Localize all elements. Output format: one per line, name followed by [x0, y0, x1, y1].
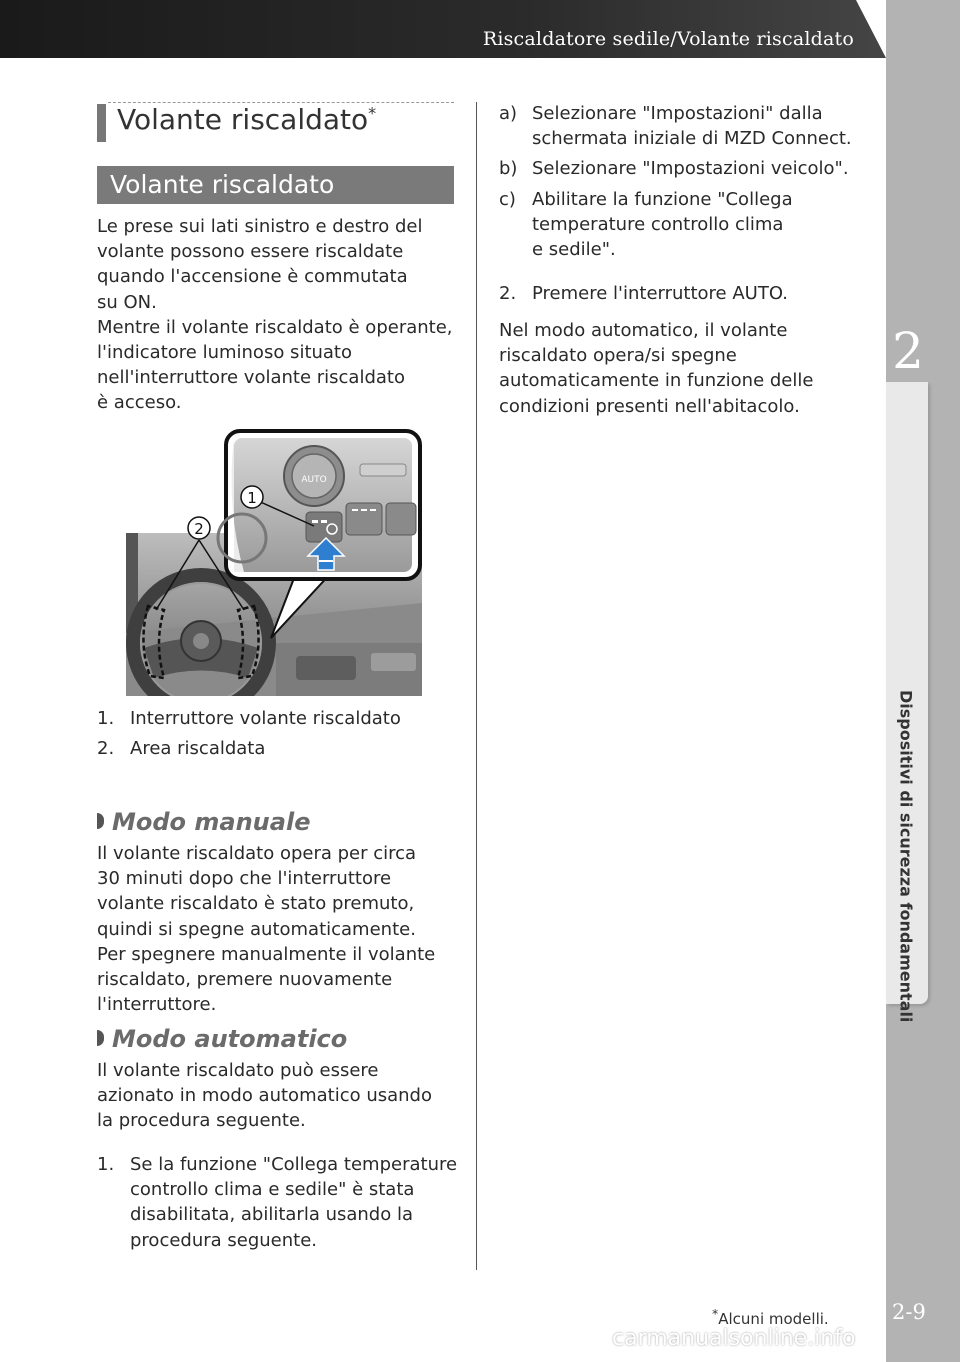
footnote: *Alcuni modelli. — [712, 1306, 829, 1328]
section-heading-band — [97, 166, 454, 204]
column-divider — [476, 102, 477, 1270]
substeps-list — [499, 101, 879, 267]
chapter-number: 2 — [892, 322, 924, 380]
seat-heater-switch — [346, 503, 382, 535]
callout-2-label: 2 — [194, 520, 204, 538]
substep-item: c) Abilitare la funzione "Collega temperature controllo clima e sedile". — [499, 188, 793, 261]
header-title: Riscaldatore sedile/Volante riscaldato — [482, 28, 854, 50]
title-asterisk: * — [368, 103, 377, 123]
auto-mode-heading: Modo automatico — [97, 1025, 347, 1053]
header-notch — [856, 0, 886, 58]
legend-item: 2. Area riscaldata — [97, 738, 266, 760]
title-marker — [97, 104, 106, 142]
auto-mode-steps — [97, 1152, 467, 1258]
watermark: carmanualsonline.info — [612, 1326, 856, 1351]
substep-item: b) Selezionare "Impostazioni veicolo". — [499, 158, 849, 180]
manual-mode-paragraph: Il volante riscaldato opera per circa 30 minuti dopo che l'interruttore volante riscaldato è stato premuto, quindi si spegne automaticamente. Per spegnere manualmente il volante riscaldato, premere nuovamente l'interruttore. — [97, 843, 436, 1016]
section-heading: Volante riscaldato — [110, 170, 335, 199]
manual-mode-heading: Modo manuale — [97, 808, 310, 836]
substep-item: a) Selezionare "Impostazioni" dalla schermata iniziale di MZD Connect. — [499, 103, 852, 150]
heated-steering-wheel-illustration — [126, 428, 422, 696]
page-header — [0, 0, 960, 58]
page-title: Volante riscaldato* — [117, 103, 377, 136]
step-2-list — [499, 281, 879, 311]
intro-paragraph: Le prese sui lati sinistro e destro del volante possono essere riscaldate quando l'accensione è commutata su ON. Mentre il volante riscaldato è operante, l'indicatore luminoso situato nell'interruttore volante riscaldato è acceso. — [97, 216, 453, 414]
footnote-asterisk: * — [712, 1306, 719, 1321]
step-item: 1. Se la funzione "Collega temperature controllo clima e sedile" è stata disabilitata, abilitarla usando la procedura seguente. — [97, 1154, 458, 1251]
closing-paragraph: Nel modo automatico, il volante riscaldato opera/si spegne automaticamente in funzione delle condizioni presenti nell'abitacolo. — [499, 320, 814, 417]
step-item: 2. Premere l'interruttore AUTO. — [499, 283, 788, 304]
page-number: 2-9 — [892, 1300, 926, 1324]
figure-legend — [97, 706, 457, 766]
auto-mode-paragraph: Il volante riscaldato può essere azionato in modo automatico usando la procedura seguente. — [97, 1060, 432, 1132]
subhead-marker-icon — [97, 813, 104, 829]
callout-1-label: 1 — [247, 489, 257, 507]
legend-item: 1. Interruttore volante riscaldato — [97, 708, 401, 729]
auto-knob-label: AUTO — [301, 475, 327, 485]
subhead-marker-icon — [97, 1030, 104, 1046]
